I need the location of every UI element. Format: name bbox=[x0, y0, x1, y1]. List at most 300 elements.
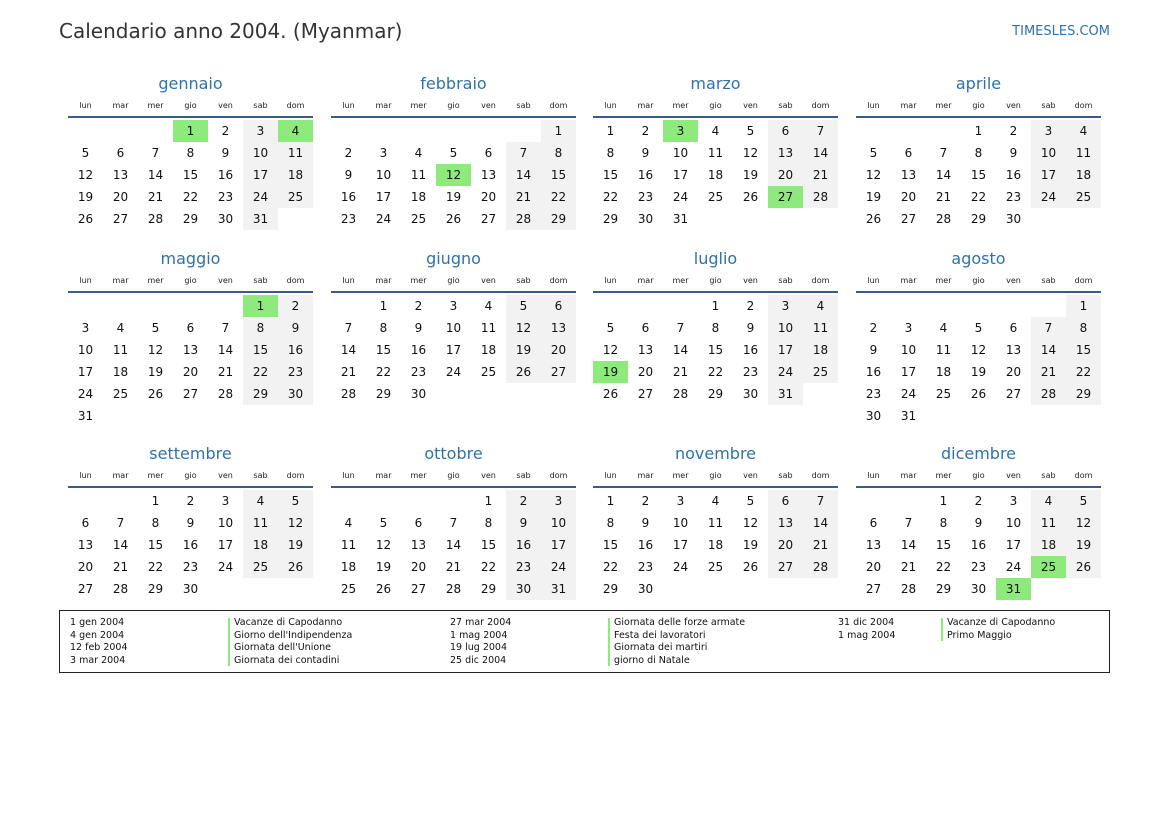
day-cell: 30 bbox=[410, 387, 427, 401]
day-cell: 17 bbox=[243, 164, 278, 186]
header-divider bbox=[68, 116, 313, 118]
day-cell: 26 bbox=[278, 556, 313, 578]
header-divider bbox=[856, 116, 1101, 118]
day-cell: 25 bbox=[278, 186, 313, 208]
legend-date: 19 lug 2004 bbox=[450, 642, 507, 654]
day-cell: 25 bbox=[707, 190, 724, 204]
weekday-header: ven bbox=[481, 101, 496, 110]
day-cell: 20 bbox=[637, 365, 654, 379]
month-settembre bbox=[68, 444, 313, 614]
day-cell: 14 bbox=[672, 343, 689, 357]
day-cell: 27 bbox=[768, 556, 803, 578]
day-cell: 26 bbox=[602, 387, 619, 401]
weekday-header: lun bbox=[79, 101, 92, 110]
weekday-header: mar bbox=[900, 101, 917, 110]
month-name: maggio bbox=[160, 249, 221, 268]
day-cell: 8 bbox=[1066, 317, 1101, 339]
day-cell: 25 bbox=[410, 212, 427, 226]
day-cell: 14 bbox=[340, 343, 357, 357]
day-cell: 20 bbox=[77, 560, 94, 574]
day-cell: 11 bbox=[340, 538, 357, 552]
day-cell: 13 bbox=[1005, 343, 1022, 357]
day-cell: 13 bbox=[541, 317, 576, 339]
day-cell: 12 bbox=[970, 343, 987, 357]
day-cell: 15 bbox=[602, 168, 619, 182]
legend-holiday-name: Giornata dei martiri bbox=[614, 642, 708, 654]
weekday-header: gio bbox=[709, 471, 722, 480]
day-cell: 11 bbox=[112, 343, 129, 357]
day-cell: 22 bbox=[243, 361, 278, 383]
day-cell: 10 bbox=[1005, 516, 1022, 530]
day-cell: 25 bbox=[1066, 186, 1101, 208]
day-cell: 7 bbox=[904, 516, 913, 530]
day-cell: 26 bbox=[1066, 556, 1101, 578]
weekday-header: sab bbox=[1041, 471, 1056, 480]
day-cell: 11 bbox=[803, 317, 838, 339]
weekday-header: gio bbox=[709, 101, 722, 110]
day-cell: 13 bbox=[77, 538, 94, 552]
day-cell: 2 bbox=[221, 124, 230, 138]
day-cell: 27 bbox=[900, 212, 917, 226]
day-cell: 18 bbox=[480, 343, 497, 357]
month-name: giugno bbox=[426, 249, 481, 268]
day-cell: 4 bbox=[116, 321, 125, 335]
weekday-header: lun bbox=[604, 276, 617, 285]
day-cell: 14 bbox=[935, 168, 952, 182]
legend-holiday-name: Giornata dei contadini bbox=[234, 654, 340, 666]
day-cell: 21 bbox=[445, 560, 462, 574]
day-cell: 23 bbox=[410, 365, 427, 379]
weekday-header: dom bbox=[811, 471, 830, 480]
day-cell: 2 bbox=[641, 124, 650, 138]
month-agosto bbox=[856, 249, 1101, 423]
day-cell: 26 bbox=[147, 387, 164, 401]
day-cell: 21 bbox=[803, 534, 838, 556]
weekday-header: ven bbox=[218, 276, 233, 285]
holiday-legend bbox=[59, 610, 1110, 673]
day-cell: 12 bbox=[742, 146, 759, 160]
day-cell: 15 bbox=[147, 538, 164, 552]
weekday-header: sab bbox=[253, 471, 268, 480]
day-cell: 30 bbox=[865, 409, 882, 423]
header-divider bbox=[856, 291, 1101, 293]
weekday-header: dom bbox=[1074, 276, 1093, 285]
day-cell: 3 bbox=[221, 494, 230, 508]
day-cell: 28 bbox=[803, 556, 838, 578]
day-cell: 20 bbox=[410, 560, 427, 574]
day-cell: 8 bbox=[974, 146, 983, 160]
day-cell: 8 bbox=[711, 321, 720, 335]
day-cell: 2 bbox=[278, 295, 313, 317]
weekday-header: sab bbox=[778, 471, 793, 480]
site-link[interactable]: TIMESLES.COM bbox=[1012, 24, 1110, 39]
day-cell: 11 bbox=[707, 516, 724, 530]
day-cell: 9 bbox=[344, 168, 353, 182]
day-cell: 14 bbox=[1031, 339, 1066, 361]
day-cell: 11 bbox=[410, 168, 427, 182]
day-cell: 19 bbox=[147, 365, 164, 379]
day-cell: 5 bbox=[506, 295, 541, 317]
day-cell: 17 bbox=[1031, 164, 1066, 186]
day-cell: 28 bbox=[672, 387, 689, 401]
day-cell: 27 bbox=[1005, 387, 1022, 401]
weekday-header: dom bbox=[549, 471, 568, 480]
day-cell: 1 bbox=[606, 124, 615, 138]
month-name: febbraio bbox=[420, 74, 487, 93]
day-cell: 5 bbox=[151, 321, 160, 335]
day-cell: 16 bbox=[278, 339, 313, 361]
day-cell: 11 bbox=[935, 343, 952, 357]
day-cell: 10 bbox=[541, 512, 576, 534]
weekday-header: mer bbox=[147, 276, 164, 285]
day-cell: 2 bbox=[414, 299, 423, 313]
weekday-header: ven bbox=[743, 101, 758, 110]
day-cell: 25 bbox=[707, 560, 724, 574]
weekday-header: mer bbox=[410, 101, 427, 110]
day-cell: 31 bbox=[77, 409, 94, 423]
weekday-header: mar bbox=[375, 276, 392, 285]
day-cell: 6 bbox=[116, 146, 125, 160]
day-cell: 2 bbox=[506, 490, 541, 512]
day-cell: 24 bbox=[1031, 186, 1066, 208]
weekday-header: mar bbox=[112, 101, 129, 110]
day-cell: 16 bbox=[637, 168, 654, 182]
day-cell: 5 bbox=[81, 146, 90, 160]
day-cell: 28 bbox=[1031, 383, 1066, 405]
day-cell: 18 bbox=[1066, 164, 1101, 186]
day-cell: 24 bbox=[445, 365, 462, 379]
weekday-header: ven bbox=[218, 101, 233, 110]
day-cell: 8 bbox=[606, 516, 615, 530]
day-cell: 23 bbox=[865, 387, 882, 401]
day-cell: 16 bbox=[865, 365, 882, 379]
day-cell: 11 bbox=[1066, 142, 1101, 164]
day-cell: 8 bbox=[606, 146, 615, 160]
day-cell: 8 bbox=[243, 317, 278, 339]
day-cell: 10 bbox=[1031, 142, 1066, 164]
day-cell: 16 bbox=[637, 538, 654, 552]
day-cell: 19 bbox=[865, 190, 882, 204]
day-cell: 10 bbox=[445, 321, 462, 335]
legend-date: 1 mag 2004 bbox=[450, 629, 508, 641]
day-cell: 5 bbox=[1066, 490, 1101, 512]
day-cell: 25 bbox=[480, 365, 497, 379]
day-cell: 30 bbox=[742, 387, 759, 401]
weekday-header: sab bbox=[516, 101, 531, 110]
day-cell: 18 bbox=[278, 164, 313, 186]
weekday-header: ven bbox=[1006, 101, 1021, 110]
day-cell: 24 bbox=[1005, 560, 1022, 574]
day-cell: 30 bbox=[1005, 212, 1022, 226]
day-cell: 20 bbox=[112, 190, 129, 204]
day-cell: 29 bbox=[182, 212, 199, 226]
day-cell: 17 bbox=[672, 538, 689, 552]
day-cell: 29 bbox=[541, 208, 576, 230]
day-cell: 9 bbox=[278, 317, 313, 339]
day-cell: 14 bbox=[506, 164, 541, 186]
day-cell: 30 bbox=[637, 212, 654, 226]
day-cell: 18 bbox=[340, 560, 357, 574]
day-cell: 10 bbox=[375, 168, 392, 182]
weekday-header: lun bbox=[342, 101, 355, 110]
day-cell: 15 bbox=[182, 168, 199, 182]
day-cell: 17 bbox=[900, 365, 917, 379]
day-cell: 30 bbox=[217, 212, 234, 226]
day-cell: 17 bbox=[541, 534, 576, 556]
day-cell: 19 bbox=[77, 190, 94, 204]
day-cell: 7 bbox=[116, 516, 125, 530]
day-cell: 25 bbox=[340, 582, 357, 596]
month-name: gennaio bbox=[158, 74, 223, 93]
day-cell: 5 bbox=[379, 516, 388, 530]
day-cell: 20 bbox=[182, 365, 199, 379]
day-cell: 31 bbox=[900, 409, 917, 423]
legend-date: 27 mar 2004 bbox=[450, 617, 512, 628]
day-cell: 24 bbox=[900, 387, 917, 401]
day-cell: 4 bbox=[1031, 490, 1066, 512]
weekday-header: mar bbox=[375, 471, 392, 480]
day-cell: 16 bbox=[1005, 168, 1022, 182]
day-cell: 15 bbox=[602, 538, 619, 552]
weekday-header: mar bbox=[637, 101, 654, 110]
holiday-day-cell: 1 bbox=[243, 295, 278, 317]
day-cell: 21 bbox=[147, 190, 164, 204]
day-cell: 24 bbox=[375, 212, 392, 226]
day-cell: 9 bbox=[641, 146, 650, 160]
day-cell: 18 bbox=[803, 339, 838, 361]
day-cell: 5 bbox=[606, 321, 615, 335]
header-divider bbox=[68, 291, 313, 293]
day-cell: 25 bbox=[243, 556, 278, 578]
weekday-header: lun bbox=[342, 471, 355, 480]
day-cell: 12 bbox=[375, 538, 392, 552]
day-cell: 3 bbox=[541, 490, 576, 512]
weekday-header: lun bbox=[79, 471, 92, 480]
day-cell: 13 bbox=[410, 538, 427, 552]
month-name: luglio bbox=[693, 249, 738, 268]
day-cell: 16 bbox=[742, 343, 759, 357]
day-cell: 15 bbox=[375, 343, 392, 357]
day-cell: 16 bbox=[970, 538, 987, 552]
day-cell: 6 bbox=[81, 516, 90, 530]
weekday-header: mar bbox=[637, 471, 654, 480]
legend-date: 1 mag 2004 bbox=[838, 629, 896, 641]
day-cell: 12 bbox=[506, 317, 541, 339]
weekday-header: mer bbox=[935, 471, 952, 480]
day-cell: 5 bbox=[869, 146, 878, 160]
day-cell: 17 bbox=[217, 538, 234, 552]
day-cell: 21 bbox=[803, 164, 838, 186]
month-dicembre bbox=[856, 444, 1101, 614]
day-cell: 20 bbox=[1005, 365, 1022, 379]
weekday-header: dom bbox=[549, 276, 568, 285]
day-cell: 19 bbox=[506, 339, 541, 361]
day-cell: 7 bbox=[344, 321, 353, 335]
header-divider bbox=[593, 486, 838, 488]
day-cell: 12 bbox=[147, 343, 164, 357]
weekday-header: dom bbox=[286, 471, 305, 480]
day-cell: 13 bbox=[768, 142, 803, 164]
legend-date: 1 gen 2004 bbox=[70, 617, 125, 628]
month-aprile bbox=[856, 74, 1101, 244]
day-cell: 13 bbox=[768, 512, 803, 534]
day-cell: 18 bbox=[707, 538, 724, 552]
day-cell: 2 bbox=[974, 494, 983, 508]
holiday-day-cell: 31 bbox=[996, 578, 1031, 600]
month-name: ottobre bbox=[424, 444, 483, 463]
day-cell: 30 bbox=[182, 582, 199, 596]
day-cell: 13 bbox=[637, 343, 654, 357]
day-cell: 23 bbox=[1005, 190, 1022, 204]
day-cell: 3 bbox=[676, 494, 685, 508]
legend-date: 4 gen 2004 bbox=[70, 629, 125, 641]
legend-date: 3 mar 2004 bbox=[70, 654, 126, 666]
day-cell: 24 bbox=[77, 387, 94, 401]
day-cell: 4 bbox=[711, 124, 720, 138]
holiday-day-cell: 4 bbox=[278, 120, 313, 142]
weekday-header: mer bbox=[410, 276, 427, 285]
legend-holiday-name: Giornata dell'Unione bbox=[234, 642, 332, 654]
day-cell: 20 bbox=[768, 164, 803, 186]
weekday-header: mer bbox=[935, 276, 952, 285]
month-name: marzo bbox=[690, 74, 741, 93]
day-cell: 29 bbox=[602, 582, 619, 596]
day-cell: 6 bbox=[904, 146, 913, 160]
day-cell: 1 bbox=[1066, 295, 1101, 317]
day-cell: 13 bbox=[112, 168, 129, 182]
day-cell: 15 bbox=[935, 538, 952, 552]
day-cell: 6 bbox=[541, 295, 576, 317]
weekday-header: ven bbox=[1006, 471, 1021, 480]
day-cell: 9 bbox=[221, 146, 230, 160]
weekday-header: sab bbox=[778, 276, 793, 285]
day-cell: 25 bbox=[112, 387, 129, 401]
header-divider bbox=[331, 116, 576, 118]
day-cell: 28 bbox=[803, 186, 838, 208]
day-cell: 27 bbox=[480, 212, 497, 226]
day-cell: 29 bbox=[970, 212, 987, 226]
day-cell: 28 bbox=[506, 208, 541, 230]
day-cell: 4 bbox=[1066, 120, 1101, 142]
month-name: settembre bbox=[149, 444, 232, 463]
day-cell: 14 bbox=[803, 142, 838, 164]
month-gennaio bbox=[68, 74, 313, 244]
day-cell: 11 bbox=[480, 321, 497, 335]
day-cell: 6 bbox=[1009, 321, 1018, 335]
day-cell: 16 bbox=[340, 190, 357, 204]
day-cell: 22 bbox=[147, 560, 164, 574]
day-cell: 24 bbox=[672, 190, 689, 204]
day-cell: 1 bbox=[939, 494, 948, 508]
day-cell: 19 bbox=[1066, 534, 1101, 556]
day-cell: 11 bbox=[707, 146, 724, 160]
month-febbraio bbox=[331, 74, 576, 244]
day-cell: 8 bbox=[151, 516, 160, 530]
day-cell: 1 bbox=[151, 494, 160, 508]
legend-holiday-name: Vacanze di Capodanno bbox=[947, 617, 1056, 628]
header-divider bbox=[331, 486, 576, 488]
weekday-header: mar bbox=[637, 276, 654, 285]
day-cell: 26 bbox=[742, 190, 759, 204]
day-cell: 12 bbox=[1066, 512, 1101, 534]
day-cell: 18 bbox=[410, 190, 427, 204]
day-cell: 26 bbox=[970, 387, 987, 401]
weekday-header: ven bbox=[743, 471, 758, 480]
weekday-header: gio bbox=[447, 276, 460, 285]
day-cell: 23 bbox=[340, 212, 357, 226]
day-cell: 8 bbox=[186, 146, 195, 160]
month-giugno bbox=[331, 249, 576, 419]
day-cell: 22 bbox=[1066, 361, 1101, 383]
day-cell: 11 bbox=[1031, 512, 1066, 534]
weekday-header: sab bbox=[516, 471, 531, 480]
day-cell: 5 bbox=[278, 490, 313, 512]
day-cell: 23 bbox=[278, 361, 313, 383]
day-cell: 8 bbox=[939, 516, 948, 530]
day-cell: 19 bbox=[970, 365, 987, 379]
day-cell: 9 bbox=[641, 516, 650, 530]
legend-date: 31 dic 2004 bbox=[838, 617, 895, 628]
day-cell: 4 bbox=[711, 494, 720, 508]
weekday-header: gio bbox=[972, 471, 985, 480]
day-cell: 21 bbox=[340, 365, 357, 379]
weekday-header: dom bbox=[811, 276, 830, 285]
day-cell: 6 bbox=[768, 490, 803, 512]
day-cell: 2 bbox=[186, 494, 195, 508]
day-cell: 29 bbox=[243, 383, 278, 405]
day-cell: 26 bbox=[742, 560, 759, 574]
weekday-header: dom bbox=[811, 101, 830, 110]
header-divider bbox=[856, 486, 1101, 488]
day-cell: 22 bbox=[602, 560, 619, 574]
day-cell: 29 bbox=[375, 387, 392, 401]
day-cell: 22 bbox=[182, 190, 199, 204]
day-cell: 30 bbox=[970, 582, 987, 596]
day-cell: 8 bbox=[541, 142, 576, 164]
day-cell: 3 bbox=[768, 295, 803, 317]
day-cell: 14 bbox=[147, 168, 164, 182]
day-cell: 11 bbox=[278, 142, 313, 164]
day-cell: 9 bbox=[1009, 146, 1018, 160]
day-cell: 27 bbox=[865, 582, 882, 596]
weekday-header: gio bbox=[972, 276, 985, 285]
day-cell: 12 bbox=[278, 512, 313, 534]
day-cell: 7 bbox=[939, 146, 948, 160]
day-cell: 21 bbox=[506, 186, 541, 208]
legend-date: 25 dic 2004 bbox=[450, 654, 507, 666]
month-novembre bbox=[593, 444, 838, 614]
holiday-day-cell: 25 bbox=[1031, 556, 1066, 578]
weekday-header: mer bbox=[935, 101, 952, 110]
weekday-header: mar bbox=[112, 276, 129, 285]
day-cell: 10 bbox=[768, 317, 803, 339]
month-maggio bbox=[68, 249, 313, 423]
weekday-header: lun bbox=[79, 276, 92, 285]
day-cell: 7 bbox=[803, 490, 838, 512]
day-cell: 28 bbox=[340, 387, 357, 401]
day-cell: 15 bbox=[243, 339, 278, 361]
day-cell: 6 bbox=[484, 146, 493, 160]
day-cell: 9 bbox=[746, 321, 755, 335]
day-cell: 27 bbox=[112, 212, 129, 226]
weekday-header: gio bbox=[709, 276, 722, 285]
day-cell: 4 bbox=[939, 321, 948, 335]
day-cell: 16 bbox=[217, 168, 234, 182]
day-cell: 8 bbox=[484, 516, 493, 530]
day-cell: 1 bbox=[484, 494, 493, 508]
day-cell: 18 bbox=[1031, 534, 1066, 556]
day-cell: 2 bbox=[1009, 124, 1018, 138]
